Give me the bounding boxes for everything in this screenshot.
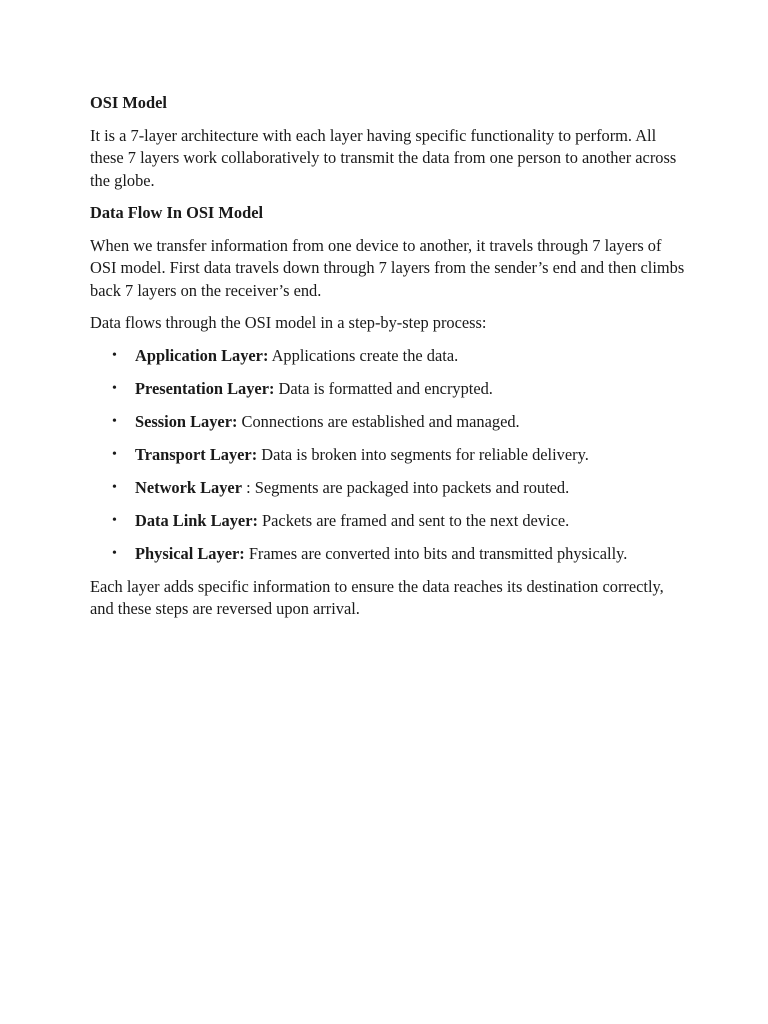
layer-description: Frames are converted into bits and transmitted physically. <box>244 543 628 563</box>
bullet-icon: • <box>112 380 117 396</box>
layer-term: Application Layer: <box>135 345 269 365</box>
layer-term: Physical Layer: <box>135 543 245 563</box>
document-page <box>90 92 690 631</box>
layer-term: Network Layer <box>135 477 242 497</box>
list-item <box>90 543 690 566</box>
list-intro: Data flows through the OSI model in a step-by-step process: <box>90 313 487 332</box>
layer-term: Session Layer: <box>135 411 238 431</box>
layer-list <box>90 345 690 566</box>
layer-term: Presentation Layer: <box>135 378 275 398</box>
layer-description: Data is broken into segments for reliable delivery. <box>257 444 589 464</box>
layer-description: Data is formatted and encrypted. <box>274 378 493 398</box>
section-paragraph: When we transfer information from one device to another, it travels through 7 layers of OSI model. First data travels down through 7 layers from the sender’s end and then climbs back 7 layers on the receiver’s end. <box>90 235 685 300</box>
list-item <box>90 510 690 533</box>
list-item <box>90 378 690 401</box>
layer-description: : Segments are packaged into packets and routed. <box>241 477 570 497</box>
layer-description: Connections are established and managed. <box>237 411 520 431</box>
layer-term: Transport Layer: <box>135 444 258 464</box>
bullet-icon: • <box>112 512 117 528</box>
bullet-icon: • <box>112 347 117 363</box>
layer-description: Packets are framed and sent to the next device. <box>257 510 570 530</box>
intro-paragraph: It is a 7-layer architecture with each layer having specific functionality to perform. All these 7 layers work collaboratively to transmit the data from one person to another across the globe. <box>90 125 677 190</box>
closing-paragraph: Each layer adds specific information to ensure the data reaches its destination correctly, and these steps are reversed upon arrival. <box>90 576 664 618</box>
bullet-icon: • <box>112 413 117 429</box>
list-item <box>90 345 690 368</box>
document-title: OSI Model <box>90 93 167 112</box>
layer-term: Data Link Layer: <box>135 510 258 530</box>
layer-description: Applications create the data. <box>268 345 459 365</box>
list-item <box>90 444 690 467</box>
section-heading: Data Flow In OSI Model <box>90 203 264 222</box>
bullet-icon: • <box>112 545 117 561</box>
list-item <box>90 411 690 434</box>
list-item <box>90 477 690 500</box>
bullet-icon: • <box>112 479 117 495</box>
bullet-icon: • <box>112 446 117 462</box>
